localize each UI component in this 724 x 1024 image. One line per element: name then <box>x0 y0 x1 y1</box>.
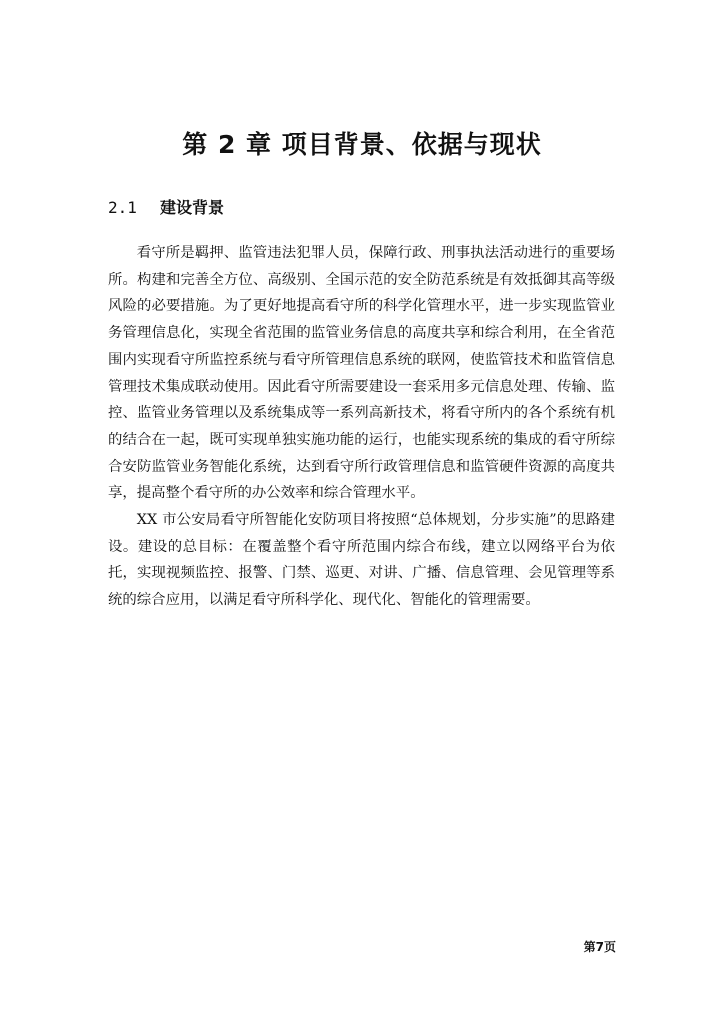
section-heading <box>108 197 224 219</box>
chapter-title: 第 2 章 项目背景、依据与现状 <box>182 130 542 159</box>
paragraph-goal: XX 市公安局看守所智能化安防项目将按照“总体规划，分步实施”的思路建设。建设的总目标：在覆盖整个看守所范围内综合布线，建立以网络平台为依托，实现视频监控、报警、门禁、巡更、对讲、广播、信息管理、会见管理等系统的综合应用，以满足看守所科学化、现代化、智能化的管理需要。 <box>108 512 615 609</box>
section-number: 2.1 <box>108 198 137 217</box>
paragraph-background: 看守所是羁押、监管违法犯罪人员，保障行政、刑事执法活动进行的重要场所。构建和完善全方位、高级别、全国示范的安全防范系统是有效抵御其高等级风险的必要措施。为了更好地提高看守所的科学化管理水平，进一步实现监管业务管理信息化，实现全省范围的监管业务信息的高度共享和综合利用，在全省范围内实现看守所监控系统与看守所管理信息系统的联网，使监管技术和监管信息管理技术集成联动使用。因此看守所需要建设一套采用多元信息处理、传输、监控、监管业务管理以及系统集成等一系列高新技术，将看守所内的各个系统有机的结合在一起，既可实现单独实施功能的运行，也能实现系统的集成的看守所综合安防监管业务智能化系统，达到看守所行政管理信息和监管硬件资源的高度共享，提高整个看守所的办公效率和综合管理水平。 <box>108 245 615 502</box>
body-text <box>108 240 615 614</box>
section-title: 建设背景 <box>160 198 225 217</box>
page-number: 第7页 <box>583 940 616 954</box>
